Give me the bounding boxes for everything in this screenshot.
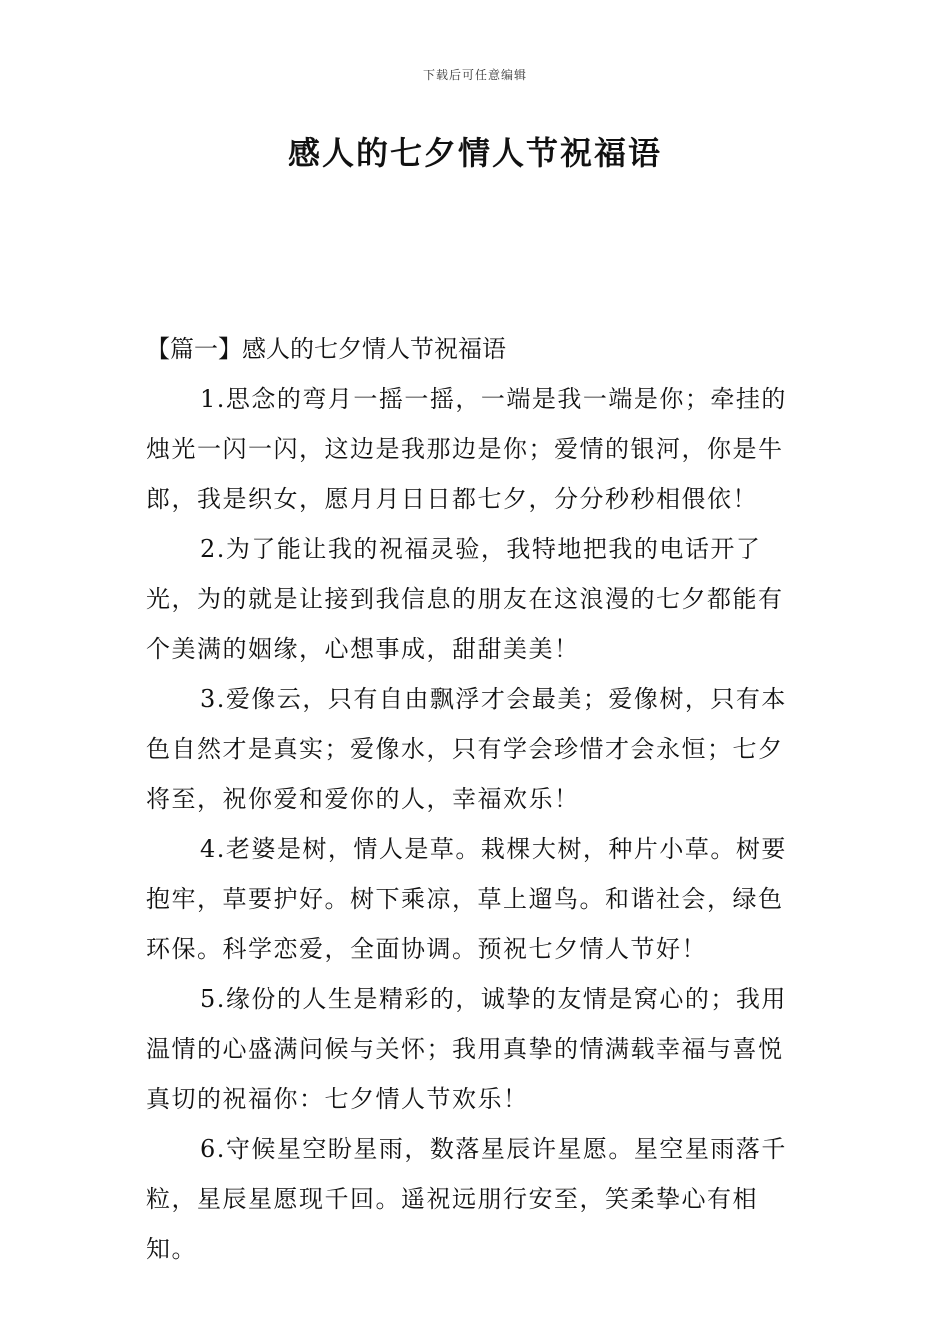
section-heading: 【篇一】感人的七夕情人节祝福语 bbox=[146, 335, 506, 363]
document-body bbox=[146, 324, 808, 1274]
document-title: 感人的七夕情人节祝福语 bbox=[287, 134, 662, 172]
paragraph-5: 5.缘份的人生是精彩的，诚挚的友情是窝心的；我用温情的心盛满问候与关怀；我用真挚的情满载幸福与喜悦真切的祝福你：七夕情人节欢乐！ bbox=[146, 985, 787, 1113]
paragraph-4: 4.老婆是树，情人是草。栽棵大树，种片小草。树要抱牢，草要护好。树下乘凉，草上遛鸟。和谐社会，绿色环保。科学恋爱，全面协调。预祝七夕情人节好！ bbox=[146, 835, 787, 963]
paragraph-6: 6.守候星空盼星雨，数落星辰许星愿。星空星雨落千粒，星辰星愿现千回。遥祝远朋行安至，笑柔挚心有相知。 bbox=[146, 1135, 787, 1263]
header-note: 下载后可任意编辑 bbox=[422, 68, 527, 82]
paragraph-3: 3.爱像云，只有自由飘浮才会最美；爱像树，只有本色自然才是真实；爱像水，只有学会珍惜才会永恒；七夕将至，祝你爱和爱你的人，幸福欢乐！ bbox=[146, 685, 787, 813]
paragraph-1: 1.思念的弯月一摇一摇，一端是我一端是你；牵挂的烛光一闪一闪，这边是我那边是你；爱情的银河，你是牛郎，我是织女，愿月月日日都七夕，分分秒秒相偎依！ bbox=[146, 385, 787, 513]
paragraph-2: 2.为了能让我的祝福灵验，我特地把我的电话开了光，为的就是让接到我信息的朋友在这浪漫的七夕都能有个美满的姻缘，心想事成，甜甜美美！ bbox=[146, 535, 784, 663]
